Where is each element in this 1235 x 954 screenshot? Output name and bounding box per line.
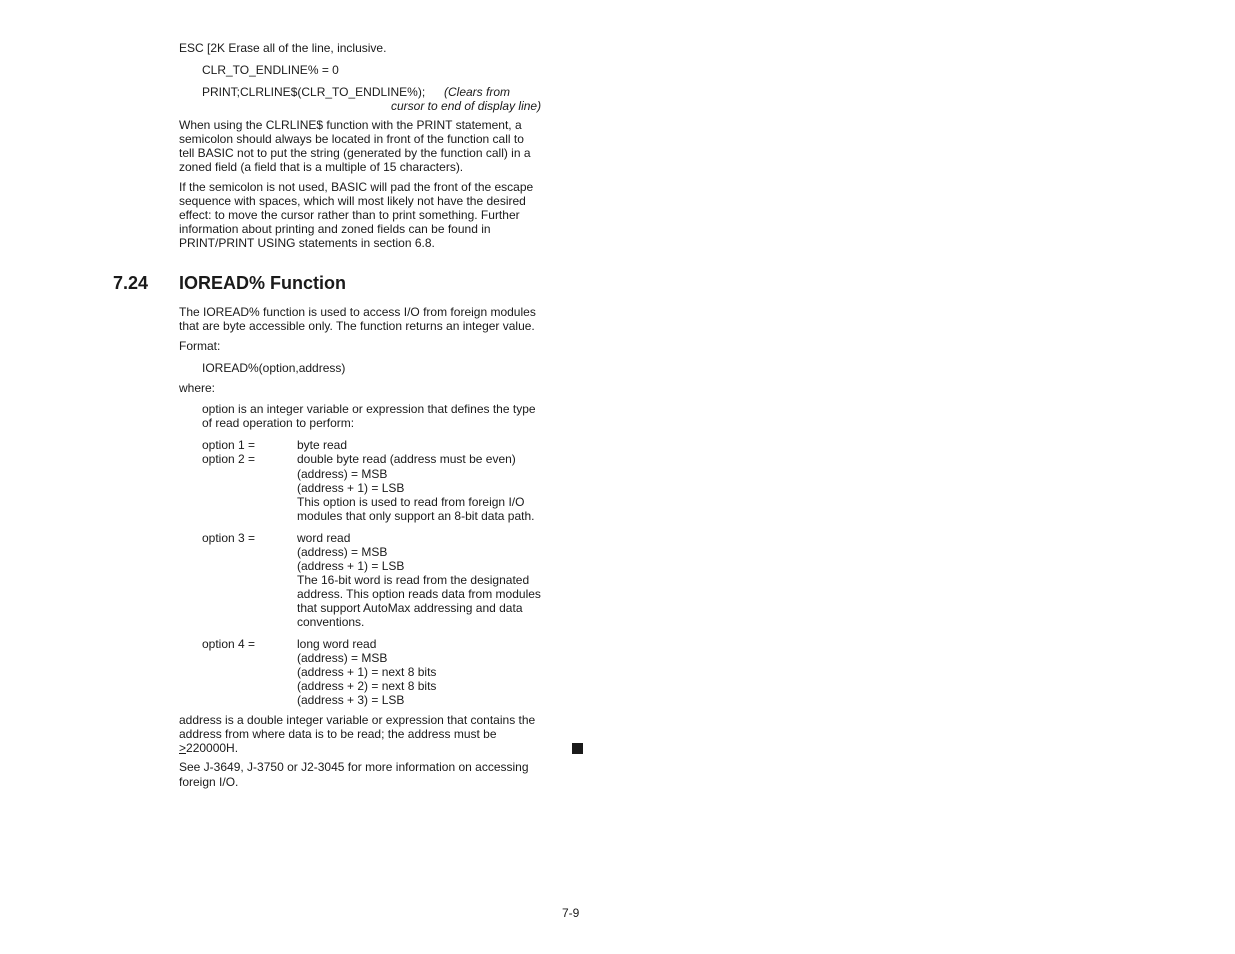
page-number: 7-9	[562, 906, 580, 920]
address-value: 220000H.	[186, 741, 239, 755]
option-line: word read	[297, 531, 351, 545]
para-line: address is a double integer variable or expression that contains the	[179, 713, 536, 727]
end-of-section-marker	[572, 743, 583, 754]
para-line: information about printing and zoned fields can be found in	[179, 222, 491, 236]
para-line: foreign I/O.	[179, 775, 239, 789]
para-line: effect: to move the cursor rather than to print something. Further	[179, 208, 520, 222]
where-label: where:	[179, 381, 216, 395]
para-line: tell BASIC not to put the string (generated by the function call) in a	[179, 146, 531, 160]
option-label: option 2 =	[202, 452, 256, 466]
section-number: 7.24	[113, 273, 149, 293]
option-line: (address) = MSB	[297, 545, 388, 559]
option-line: conventions.	[297, 615, 365, 629]
format-code: IOREAD%(option,address)	[202, 361, 346, 375]
format-label: Format:	[179, 339, 221, 353]
esc-line: ESC [2K Erase all of the line, inclusive.	[179, 41, 387, 55]
option-line: (address + 1) = LSB	[297, 481, 405, 495]
option-line: byte read	[297, 438, 348, 452]
para-line: zoned field (a field that is a multiple of 15 characters).	[179, 160, 464, 174]
para-line: sequence with spaces, which will most likely not have the desired	[179, 194, 526, 208]
greater-equal-symbol: >	[179, 741, 187, 755]
para-line: that are byte accessible only. The function returns an integer value.	[179, 319, 535, 333]
para-line: The IOREAD% function is used to access I/O from foreign modules	[179, 305, 536, 319]
option-label: option 1 =	[202, 438, 256, 452]
address-value-line	[179, 741, 238, 755]
option-line: (address + 2) = next 8 bits	[297, 679, 437, 693]
para-line: of read operation to perform:	[202, 416, 355, 430]
section-title: IOREAD% Function	[179, 273, 346, 293]
code-comment-2: cursor to end of display line)	[391, 99, 542, 113]
option-line: that support AutoMax addressing and data	[297, 601, 523, 615]
para-line: If the semicolon is not used, BASIC will pad the front of the escape	[179, 180, 534, 194]
para-line: semicolon should always be located in front of the function call to	[179, 132, 524, 146]
option-line: (address + 1) = LSB	[297, 559, 405, 573]
para-line: When using the CLRLINE$ function with the PRINT statement, a	[179, 118, 522, 132]
code-assign: CLR_TO_ENDLINE% = 0	[202, 63, 339, 77]
option-line: The 16-bit word is read from the designated	[297, 573, 530, 587]
option-line: This option is used to read from foreign I/O	[297, 495, 525, 509]
code-comment-1: (Clears from	[444, 85, 511, 99]
para-line: PRINT/PRINT USING statements in section 6.8.	[179, 236, 435, 250]
option-label: option 4 =	[202, 637, 256, 651]
option-line: address. This option reads data from modules	[297, 587, 541, 601]
option-line: (address + 3) = LSB	[297, 693, 405, 707]
option-line: modules that only support an 8-bit data path.	[297, 509, 535, 523]
option-line: (address + 1) = next 8 bits	[297, 665, 437, 679]
code-print: PRINT;CLRLINE$(CLR_TO_ENDLINE%);	[202, 85, 426, 99]
option-line: long word read	[297, 637, 377, 651]
option-label: option 3 =	[202, 531, 256, 545]
option-line: double byte read (address must be even)	[297, 452, 516, 466]
option-line: (address) = MSB	[297, 651, 388, 665]
para-line: option is an integer variable or expression that defines the type	[202, 402, 536, 416]
para-line: See J-3649, J-3750 or J2-3045 for more information on accessing	[179, 760, 529, 774]
option-line: (address) = MSB	[297, 467, 388, 481]
para-line: address from where data is to be read; the address must be	[179, 727, 497, 741]
